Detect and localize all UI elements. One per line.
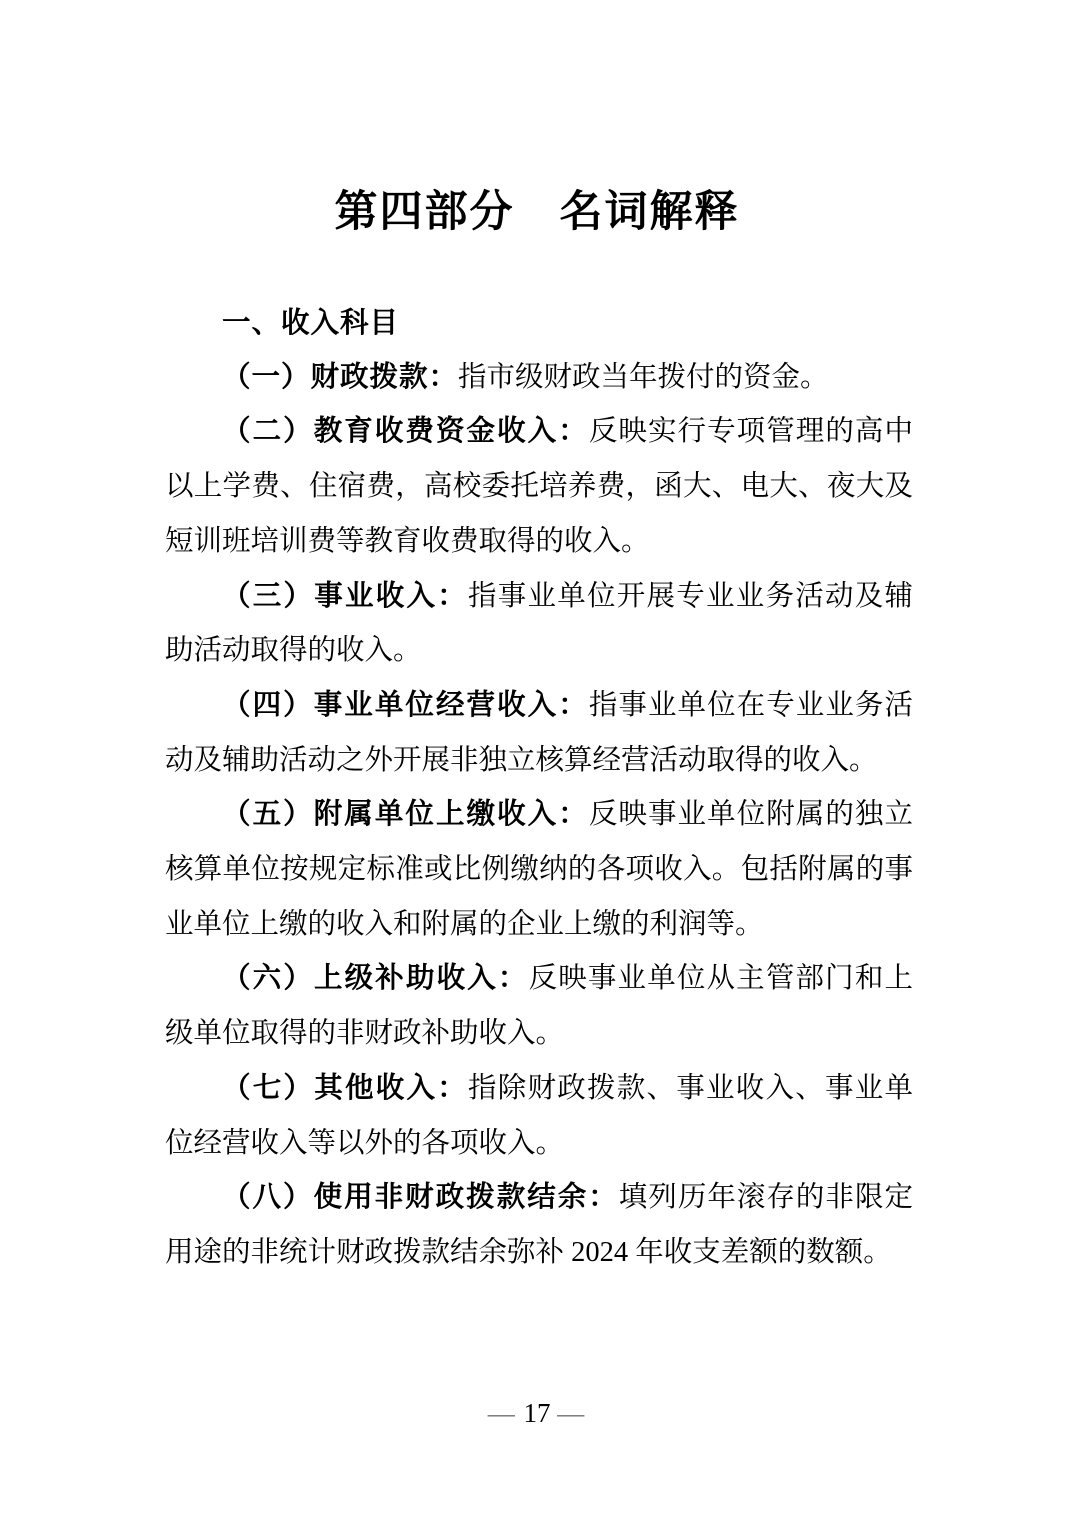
definition-item <box>165 1062 913 1171</box>
section-heading-income-categories: 一、收入科目 <box>222 307 400 339</box>
term-label: （六）上级补助收入： <box>222 963 529 995</box>
definition-item <box>165 570 913 679</box>
page-title: 第四部分 名词解释 <box>334 189 740 236</box>
term-label: （四）事业单位经营收入： <box>222 689 589 721</box>
page-number-left-dash: — <box>487 1398 517 1428</box>
definition-text: 指除财政拨款、事业收入、事业单位经营收入等以外的各项收入。 <box>165 1072 913 1159</box>
definition-text: 反映事业单位从主管部门和上级单位取得的非财政补助收入。 <box>165 963 913 1050</box>
definition-text: 指事业单位开展专业业务活动及辅助活动取得的收入。 <box>165 580 913 667</box>
definition-text: 填列历年滚存的非限定用途的非统计财政拨款结余弥补 2024 年收支差额的数额。 <box>165 1182 913 1268</box>
document-body <box>165 296 913 1281</box>
definition-text: 指市级财政当年拨付的资金。 <box>458 361 829 393</box>
page-number-value: 17 <box>523 1398 551 1428</box>
definition-item <box>165 351 913 406</box>
page-number-right-dash: — <box>557 1398 587 1428</box>
definition-text: 反映实行专项管理的高中以上学费、住宿费，高校委托培养费，函大、电大、夜大及短训班培训费等教育收费取得的收入。 <box>165 416 913 557</box>
definition-item <box>165 679 913 788</box>
term-label: （五）附属单位上缴收入： <box>222 799 589 831</box>
term-label: （三）事业收入： <box>222 580 468 612</box>
term-label: （八）使用非财政拨款结余： <box>222 1182 619 1214</box>
definition-text: 指事业单位在专业业务活动及辅助活动之外开展非独立核算经营活动取得的收入。 <box>165 689 913 776</box>
definition-text: 反映事业单位附属的独立核算单位按规定标准或比例缴纳的各项收入。包括附属的事业单位上缴的收入和附属的企业上缴的利润等。 <box>165 799 913 940</box>
definition-item <box>165 405 913 569</box>
term-label: （七）其他收入： <box>222 1072 468 1104</box>
definition-item <box>165 1171 913 1280</box>
definition-item <box>165 952 913 1061</box>
term-label: （二）教育收费资金收入： <box>222 416 589 448</box>
definition-item <box>165 788 913 952</box>
page-number <box>0 1398 1074 1429</box>
term-label: （一）财政拨款： <box>222 361 459 393</box>
